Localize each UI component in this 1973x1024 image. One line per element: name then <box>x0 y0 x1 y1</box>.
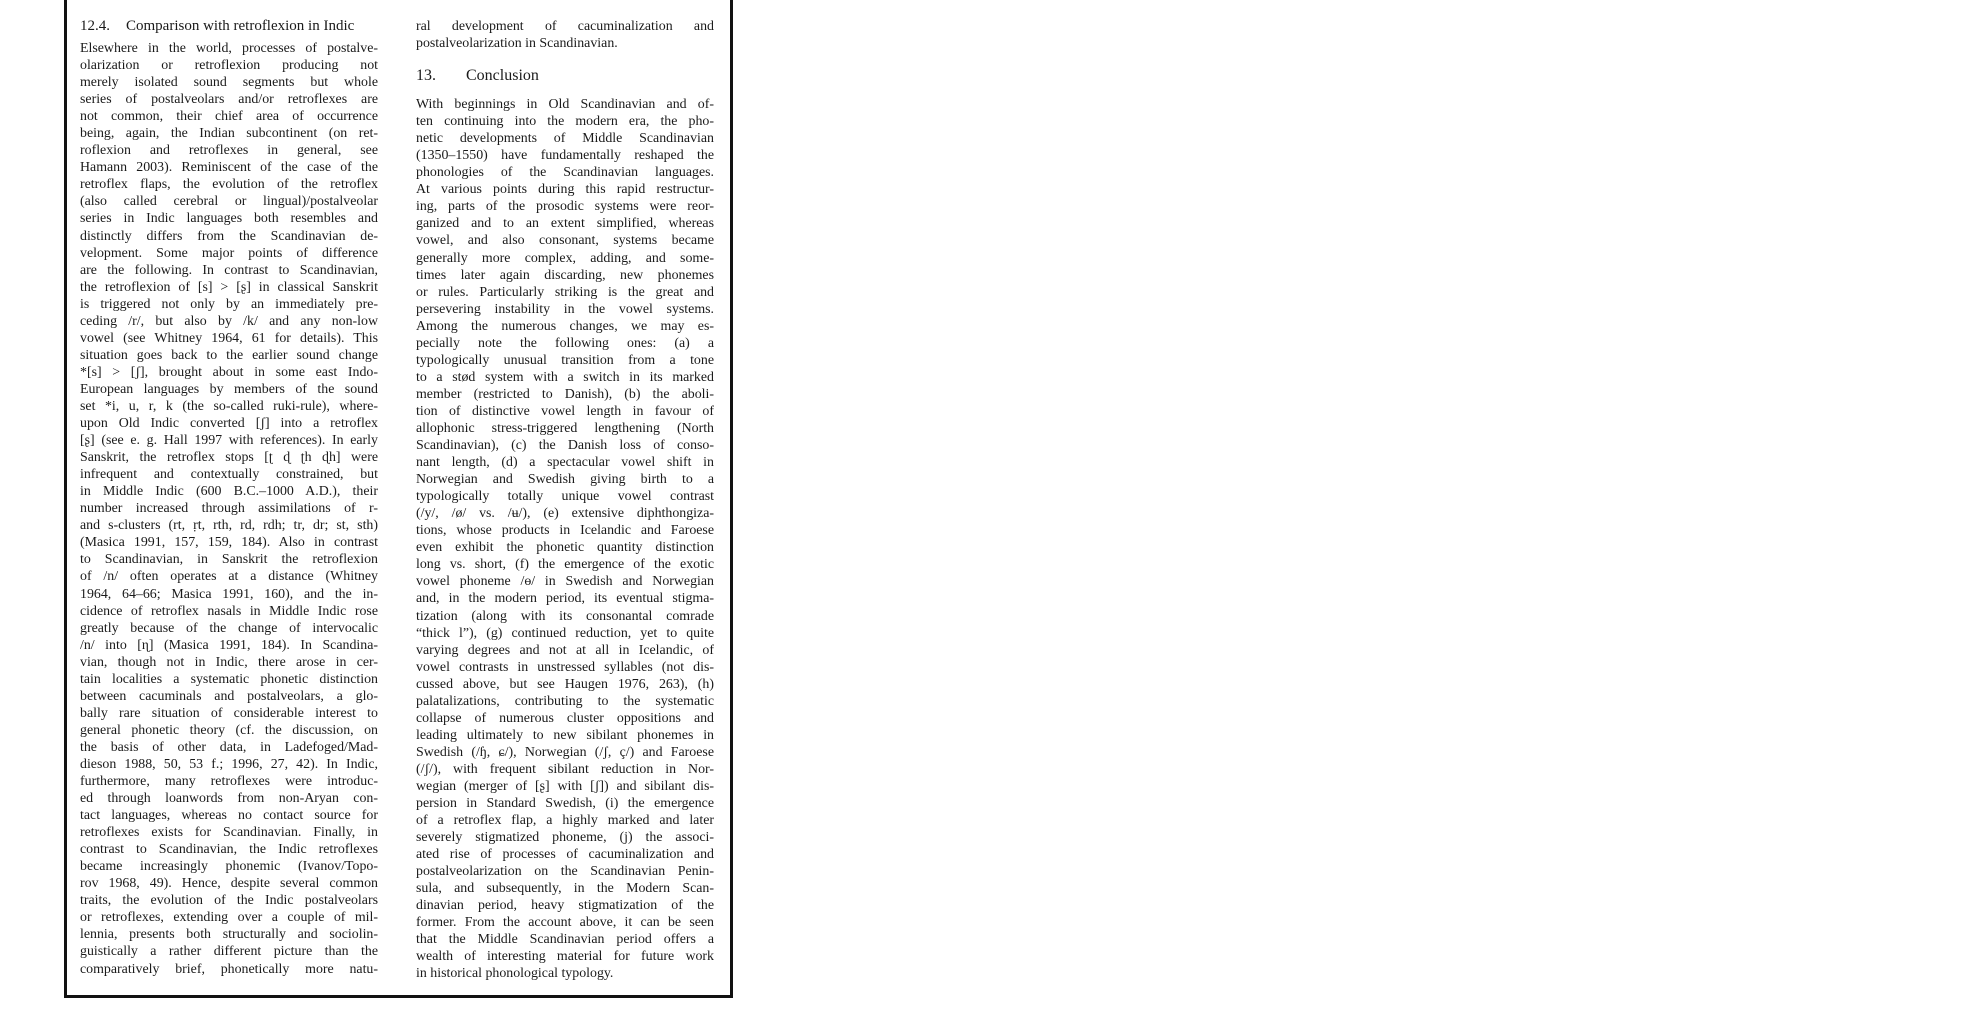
text-line: wealth of interesting material for future work <box>416 949 714 965</box>
running-header-cutoff <box>81 0 716 2</box>
text-line: postalveolarization in Scandinavian. <box>416 36 618 52</box>
text-line: of a retroflex flap, a highly marked and later <box>416 813 714 829</box>
text-line: Norwegian and Swedish giving birth to a <box>416 472 714 488</box>
text-line: ing, parts of the prosodic systems were reor- <box>416 199 714 215</box>
text-line: greatly because of the change of intervocalic <box>80 620 378 636</box>
text-line: allophonic stress-triggered lengthening (North <box>416 420 714 436</box>
text-line: roflexion and retroflexes in general, see <box>80 143 378 159</box>
text-line: severely stigmatized phoneme, (j) the associ- <box>416 830 714 846</box>
text-line: of /n/ often operates at a distance (Whitney <box>80 569 378 585</box>
text-line: is triggered not only by an immediately pre- <box>80 296 378 312</box>
text-line: “thick l”), (g) continued reduction, yet to quite <box>416 625 714 641</box>
text-line: vowel, and also consonant, systems became <box>416 233 714 249</box>
text-line: leading ultimately to new sibilant phonemes in <box>416 727 714 743</box>
text-line: velopment. Some major points of difference <box>80 245 378 261</box>
text-line: distinctly differs from the Scandinavian de- <box>80 228 378 244</box>
text-line: comparatively brief, phonetically more natu- <box>80 961 378 977</box>
text-line: retroflexes exists for Scandinavian. Finally, in <box>80 825 378 841</box>
text-line: situation goes back to the earlier sound change <box>80 347 378 363</box>
text-line: Hamann 2003). Reminiscent of the case of the <box>80 160 378 176</box>
text-line: ated rise of processes of cacuminalization and <box>416 847 714 863</box>
text-line: contrast to Scandinavian, the Indic retroflexes <box>80 842 378 858</box>
text-line: (also called cerebral or lingual)/postalveolar <box>80 194 378 210</box>
document-page <box>64 0 733 998</box>
text-line: Sanskrit, the retroflex stops [ʈ ɖ ʈh ɖh] were <box>80 450 378 466</box>
text-line: ganized and to an extent simplified, whereas <box>416 216 714 232</box>
text-line: typologically totally unique vowel contrast <box>416 489 714 505</box>
text-line: (Masica 1991, 157, 159, 184). Also in contrast <box>80 535 378 551</box>
text-line: traits, the evolution of the Indic postalveolars <box>80 893 378 909</box>
text-line: vian, though not in Indic, there arose in cer- <box>80 654 378 670</box>
text-line: times later again discarding, new phonemes <box>416 267 714 283</box>
text-line: number increased through assimilations of r- <box>80 501 378 517</box>
text-line: Scandinavian), (c) the Danish loss of conso- <box>416 438 714 454</box>
text-line: [ʂ] (see e. g. Hall 1997 with references). In early <box>80 433 378 449</box>
section-title: Comparison with retroflexion in Indic <box>126 18 355 34</box>
text-line: and, in the modern period, its eventual stigma- <box>416 591 714 607</box>
text-line: merely isolated sound segments but whole <box>80 75 378 91</box>
text-line: tions, whose products in Icelandic and Faroese <box>416 523 714 539</box>
text-line: Elsewhere in the world, processes of postalve- <box>80 41 378 56</box>
text-line: *[s] > [ʃ], brought about in some east Indo- <box>80 364 378 380</box>
text-line: With beginnings in Old Scandinavian and of- <box>416 97 714 113</box>
text-line: persion in Standard Swedish, (i) the emergence <box>416 796 714 812</box>
text-line: vowel (see Whitney 1964, 61 for details). This <box>80 330 378 346</box>
text-line: persevering instability in the vowel systems. <box>416 301 714 317</box>
text-line: between cacuminals and postalveolars, a glo- <box>80 688 378 704</box>
section-number: 13. <box>416 67 436 85</box>
text-line: nant length, (d) a spectacular vowel shift in <box>416 455 714 471</box>
section-heading-13 <box>416 67 714 87</box>
text-line: olarization or retroflexion producing not <box>80 58 378 74</box>
text-line: Swedish (/ɧ, ɕ/), Norwegian (/ʃ, ç/) and Faroese <box>416 744 714 760</box>
text-line: At various points during this rapid restructur- <box>416 182 714 198</box>
text-line: vowel phoneme /ɵ/ in Swedish and Norwegian <box>416 574 714 590</box>
right-column-body <box>416 96 714 982</box>
text-line: tact languages, whereas no contact source for <box>80 808 378 824</box>
text-line: ten continuing into the modern era, the pho- <box>416 114 714 130</box>
text-line: infrequent and contextually constrained, but <box>80 467 378 483</box>
text-line: ral development of cacuminalization and <box>416 19 714 34</box>
text-line: cussed above, but see Haugen 1976, 263), (h) <box>416 676 714 692</box>
text-line: dinavian period, heavy stigmatization of the <box>416 898 714 914</box>
text-line: bally rare situation of considerable interest to <box>80 705 378 721</box>
text-line: even exhibit the phonetic quantity distinction <box>416 540 714 556</box>
text-line: the retroflexion of [s] > [ʂ] in classical Sanskrit <box>80 279 378 295</box>
text-line: ed through loanwords from non-Aryan con- <box>80 791 378 807</box>
text-line: series in Indic languages both resembles and <box>80 211 378 227</box>
text-line: European languages by members of the sound <box>80 381 378 397</box>
text-line: being, again, the Indian subcontinent (on ret- <box>80 126 378 142</box>
section-heading-12-4 <box>80 18 378 38</box>
text-line: set *i, u, r, k (the so-called ruki-rule), where- <box>80 398 378 414</box>
text-line: varying degrees and not at all in Icelandic, of <box>416 642 714 658</box>
text-line: lennia, presents both structurally and sociolin- <box>80 927 378 943</box>
text-line: cidence of retroflex nasals in Middle Indic rose <box>80 603 378 619</box>
text-line: 1964, 64–66; Masica 1991, 160), and the in- <box>80 586 378 602</box>
text-line: upon Old Indic converted [ʃ] into a retroflex <box>80 416 378 432</box>
text-line: retroflex flaps, the evolution of the retroflex <box>80 177 378 193</box>
text-line: pecially note the following ones: (a) a <box>416 335 714 351</box>
text-line: tion of distinctive vowel length in favour of <box>416 403 714 419</box>
text-line: long vs. short, (f) the emergence of the exotic <box>416 557 714 573</box>
text-line: in historical phonological typology. <box>416 966 614 982</box>
text-line: postalveolarization on the Scandinavian Penin- <box>416 864 714 880</box>
text-line: palatalizations, contributing to the systematic <box>416 693 714 709</box>
text-line: former. From the account above, it can be seen <box>416 915 714 931</box>
text-line: (1350–1550) have fundamentally reshaped the <box>416 148 714 164</box>
text-line: dieson 1988, 50, 53 f.; 1996, 27, 42). In Indic, <box>80 756 378 772</box>
text-line: rov 1968, 49). Hence, despite several common <box>80 876 378 892</box>
text-line: (/ʃ/), with frequent sibilant reduction in Nor- <box>416 761 714 777</box>
text-line: became increasingly phonemic (Ivanov/Topo- <box>80 859 378 875</box>
text-line: are the following. In contrast to Scandinavian, <box>80 262 378 278</box>
text-line: tain localities a systematic phonetic distinction <box>80 671 378 687</box>
text-line: netic developments of Middle Scandinavian <box>416 131 714 147</box>
text-line: tization (along with its consonantal comrade <box>416 608 714 624</box>
right-column <box>416 18 714 983</box>
text-line: (/y/, /ø/ vs. /ʉ/), (e) extensive diphthongiza- <box>416 506 714 522</box>
text-line: to a stød system with a switch in its marked <box>416 369 714 385</box>
text-line: and s-clusters (rt, ṛt, rth, rd, rdh; tr, dr; st, sth) <box>80 518 378 534</box>
text-line: in Middle Indic (600 B.C.–1000 A.D.), their <box>80 484 378 500</box>
text-line: furthermore, many retroflexes were introduc- <box>80 774 378 790</box>
text-line: the basis of other data, in Ladefoged/Mad- <box>80 739 378 755</box>
section-number: 12.4. <box>80 18 110 34</box>
text-line: collapse of numerous cluster oppositions and <box>416 710 714 726</box>
right-column-continuation <box>416 18 714 52</box>
text-line: phonologies of the Scandinavian languages. <box>416 165 714 181</box>
text-line: that the Middle Scandinavian period offers a <box>416 932 714 948</box>
text-line: sula, and subsequently, in the Modern Scan- <box>416 881 714 897</box>
text-line: or rules. Particularly striking is the great and <box>416 284 714 300</box>
left-column <box>80 18 378 978</box>
text-line: guistically a rather different picture than the <box>80 944 378 960</box>
section-title: Conclusion <box>466 67 539 85</box>
text-line: wegian (merger of [ʂ] with [ʃ]) and sibilant dis- <box>416 778 714 794</box>
text-line: typologically unusual transition from a tone <box>416 352 714 368</box>
text-line: /n/ into [ɳ] (Masica 1991, 184). In Scandina- <box>80 637 378 653</box>
text-line: to Scandinavian, in Sanskrit the retroflexion <box>80 552 378 568</box>
text-line: Among the numerous changes, we may es- <box>416 318 714 334</box>
text-line: series of postalveolars and/or retroflexes are <box>80 92 378 108</box>
text-line: not common, their chief area of occurrence <box>80 109 378 125</box>
text-line: general phonetic theory (cf. the discussion, on <box>80 722 378 738</box>
text-line: vowel contrasts in unstressed syllables (not dis- <box>416 659 714 675</box>
text-line: member (restricted to Danish), (b) the aboli- <box>416 386 714 402</box>
left-column-body <box>80 40 378 978</box>
text-line: ceding /r/, but also by /k/ and any non-low <box>80 313 378 329</box>
text-line: or retroflexes, extending over a couple of mil- <box>80 910 378 926</box>
text-line: generally more complex, adding, and some- <box>416 250 714 266</box>
